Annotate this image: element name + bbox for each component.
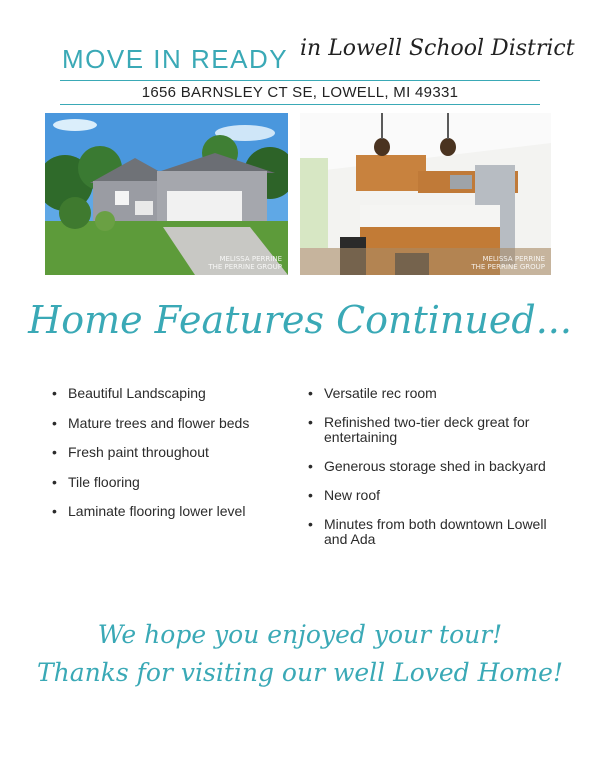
closing-thanks: Thanks for visiting our well Loved Home! [36, 658, 564, 687]
list-item: • Refinished two-tier deck great for entertaining [308, 415, 548, 445]
list-item: • Beautiful Landscaping [52, 386, 292, 416]
flyer-header [0, 0, 600, 110]
list-item: • Generous storage shed in backyard [308, 459, 548, 474]
section-heading: Home Features Continued... [28, 298, 572, 342]
house-exterior-photo [45, 113, 288, 275]
features-list-right [308, 386, 548, 561]
photo-credit: MELISSA PERRINE THE PERRINE GROUP [208, 255, 282, 271]
list-item: • Fresh paint throughout [52, 445, 292, 475]
header-divider-bottom [60, 104, 540, 105]
page-title: MOVE IN READY [62, 44, 289, 74]
list-item: • Minutes from both downtown Lowell and Ada [308, 517, 548, 547]
list-item: • Versatile rec room [308, 386, 548, 401]
list-item: • Laminate flooring lower level [52, 504, 292, 534]
list-item: • Mature trees and flower beds [52, 416, 292, 446]
photo-credit: MELISSA PERRINE THE PERRINE GROUP [471, 255, 545, 271]
features-list-left [52, 386, 292, 534]
kitchen-photo [300, 113, 551, 275]
list-item: • New roof [308, 488, 548, 503]
list-item: • Tile flooring [52, 475, 292, 505]
property-address: 1656 BARNSLEY CT SE, LOWELL, MI 49331 [141, 84, 459, 101]
header-divider-top [60, 80, 540, 81]
school-district-subtitle: in Lowell School District [300, 36, 575, 61]
closing-message: We hope you enjoyed your tour! [97, 620, 503, 649]
